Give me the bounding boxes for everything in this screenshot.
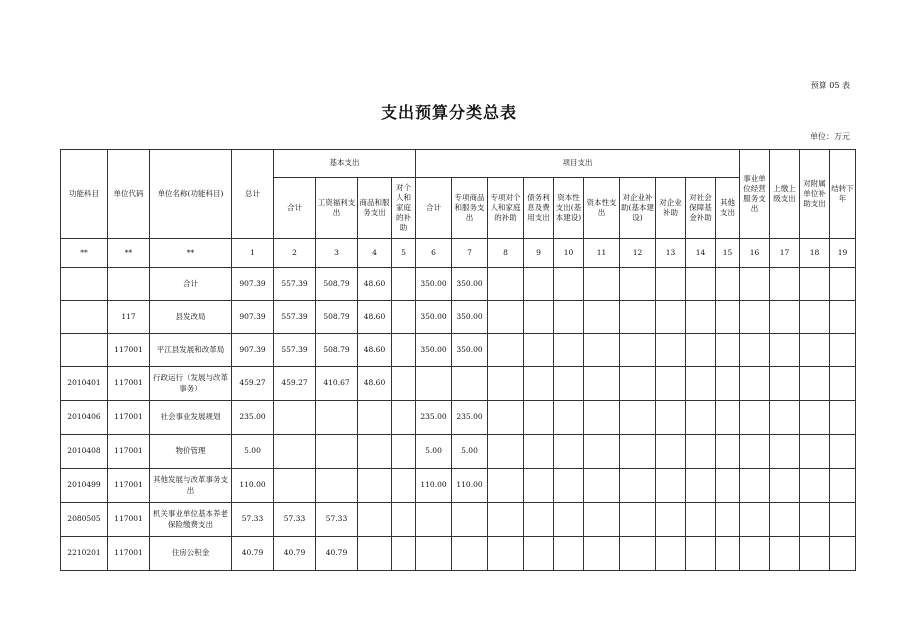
table-row [61, 537, 856, 571]
col-project-sum: 合计 [416, 178, 452, 239]
unit-name-cell: 合计 [150, 268, 232, 301]
empty-cell [620, 268, 656, 301]
goods-cell: 48.60 [358, 334, 392, 367]
unit-name-cell: 社会事业发展规划 [150, 401, 232, 435]
total-cell: 57.33 [232, 503, 274, 537]
index-cell: 5 [392, 239, 416, 268]
salary-cell: 57.33 [316, 503, 358, 537]
empty-cell [488, 334, 524, 367]
unit-code-cell: 117001 [108, 367, 150, 401]
col-unit-name: 单位名称(功能科目) [150, 150, 232, 239]
func-subject-cell: 2010408 [61, 435, 108, 469]
col-enterprise-basic: 对企业补助(基本建设) [620, 178, 656, 239]
empty-cell [740, 503, 770, 537]
empty-cell [488, 503, 524, 537]
empty-cell [716, 268, 740, 301]
basic-sum-cell: 57.33 [274, 503, 316, 537]
empty-cell [716, 435, 740, 469]
empty-cell [800, 401, 830, 435]
unit-name-cell: 行政运行（发展与改革事务） [150, 367, 232, 401]
empty-cell [656, 469, 686, 503]
empty-cell [716, 469, 740, 503]
func-subject-cell: 2010401 [61, 367, 108, 401]
empty-cell [584, 367, 620, 401]
empty-cell [770, 469, 800, 503]
func-subject-cell: 2210201 [61, 537, 108, 571]
empty-cell [524, 469, 554, 503]
col-carry-over: 结转下年 [830, 150, 856, 239]
func-subject-cell [61, 301, 108, 334]
empty-cell [620, 469, 656, 503]
index-cell: 7 [452, 239, 488, 268]
col-goods: 商品和服务支出 [358, 178, 392, 239]
table-row [61, 469, 856, 503]
table-row [61, 301, 856, 334]
func-subject-cell [61, 334, 108, 367]
goods-cell [358, 469, 392, 503]
empty-cell [620, 435, 656, 469]
empty-cell [800, 537, 830, 571]
empty-cell [716, 503, 740, 537]
empty-cell [830, 268, 856, 301]
empty-cell [830, 435, 856, 469]
project-sum-cell: 350.00 [416, 301, 452, 334]
empty-cell [656, 334, 686, 367]
basic-sum-cell: 557.39 [274, 268, 316, 301]
empty-cell [716, 301, 740, 334]
empty-cell [830, 367, 856, 401]
empty-cell [686, 537, 716, 571]
index-cell: 12 [620, 239, 656, 268]
empty-cell [656, 301, 686, 334]
table-row [61, 401, 856, 435]
empty-cell [800, 301, 830, 334]
page-title: 支出预算分类总表 [380, 103, 517, 122]
col-enterprise: 对企业补助 [656, 178, 686, 239]
empty-cell [488, 301, 524, 334]
empty-cell [554, 367, 584, 401]
unit-code-cell: 117001 [108, 503, 150, 537]
salary-cell: 508.79 [316, 301, 358, 334]
empty-cell [620, 367, 656, 401]
empty-cell [524, 435, 554, 469]
empty-cell [686, 301, 716, 334]
empty-cell [524, 268, 554, 301]
empty-cell [740, 301, 770, 334]
index-cell: 14 [686, 239, 716, 268]
empty-cell [740, 469, 770, 503]
empty-cell [830, 301, 856, 334]
empty-cell [392, 537, 416, 571]
basic-sum-cell: 459.27 [274, 367, 316, 401]
empty-cell [392, 435, 416, 469]
index-cell: 6 [416, 239, 452, 268]
unit-name-cell: 其他发展与改革事务支出 [150, 469, 232, 503]
col-unit-code: 单位代码 [108, 150, 150, 239]
empty-cell [770, 401, 800, 435]
index-cell: 13 [656, 239, 686, 268]
empty-cell [830, 503, 856, 537]
col-salary: 工资福利支出 [316, 178, 358, 239]
special-goods-cell [452, 503, 488, 537]
table-row [61, 268, 856, 301]
empty-cell [524, 401, 554, 435]
salary-cell [316, 435, 358, 469]
special-goods-cell [452, 367, 488, 401]
empty-cell [488, 367, 524, 401]
table-row [61, 367, 856, 401]
index-cell: 8 [488, 239, 524, 268]
unit-code-cell: 117 [108, 301, 150, 334]
empty-cell [392, 268, 416, 301]
total-cell: 459.27 [232, 367, 274, 401]
goods-cell: 48.60 [358, 268, 392, 301]
empty-cell [656, 401, 686, 435]
empty-cell [686, 435, 716, 469]
empty-cell [800, 268, 830, 301]
empty-cell [830, 537, 856, 571]
salary-cell: 410.67 [316, 367, 358, 401]
empty-cell [554, 503, 584, 537]
func-subject-cell: 2010499 [61, 469, 108, 503]
table-row [61, 503, 856, 537]
salary-cell: 508.79 [316, 334, 358, 367]
empty-cell [392, 367, 416, 401]
empty-cell [584, 537, 620, 571]
unit-code-cell: 117001 [108, 537, 150, 571]
goods-cell: 48.60 [358, 367, 392, 401]
func-subject-cell: 2010406 [61, 401, 108, 435]
empty-cell [554, 334, 584, 367]
empty-cell [554, 268, 584, 301]
empty-cell [656, 435, 686, 469]
empty-cell [554, 301, 584, 334]
unit-code-cell: 117001 [108, 334, 150, 367]
empty-cell [488, 469, 524, 503]
col-basic-sum: 合计 [274, 178, 316, 239]
unit-name-cell: 物价管理 [150, 435, 232, 469]
total-cell: 907.39 [232, 334, 274, 367]
index-cell: 18 [800, 239, 830, 268]
empty-cell [488, 268, 524, 301]
empty-cell [554, 401, 584, 435]
special-goods-cell: 350.00 [452, 334, 488, 367]
col-business-service: 事业单位经营服务支出 [740, 150, 770, 239]
empty-cell [620, 537, 656, 571]
empty-cell [770, 537, 800, 571]
empty-cell [392, 469, 416, 503]
special-goods-cell: 350.00 [452, 268, 488, 301]
total-cell: 5.00 [232, 435, 274, 469]
empty-cell [584, 435, 620, 469]
empty-cell [740, 537, 770, 571]
empty-cell [740, 401, 770, 435]
budget-table [60, 149, 856, 571]
salary-cell [316, 401, 358, 435]
empty-cell [830, 401, 856, 435]
project-sum-cell [416, 537, 452, 571]
unit-label: 单位：万元 [810, 132, 850, 141]
special-goods-cell: 5.00 [452, 435, 488, 469]
empty-cell [488, 537, 524, 571]
col-total: 总计 [232, 150, 274, 239]
empty-cell [584, 268, 620, 301]
func-subject-cell: 2080505 [61, 503, 108, 537]
empty-cell [584, 401, 620, 435]
unit-name-cell: 平江县发展和改革局 [150, 334, 232, 367]
unit-code-cell: 117001 [108, 469, 150, 503]
total-cell: 110.00 [232, 469, 274, 503]
empty-cell [524, 334, 554, 367]
unit-name-cell: 机关事业单位基本养老保险缴费支出 [150, 503, 232, 537]
total-cell: 235.00 [232, 401, 274, 435]
project-sum-cell: 5.00 [416, 435, 452, 469]
empty-cell [770, 367, 800, 401]
empty-cell [716, 334, 740, 367]
empty-cell [716, 537, 740, 571]
index-cell: 11 [584, 239, 620, 268]
empty-cell [620, 401, 656, 435]
empty-cell [392, 334, 416, 367]
empty-cell [584, 469, 620, 503]
project-sum-cell: 350.00 [416, 268, 452, 301]
empty-cell [740, 367, 770, 401]
empty-cell [740, 435, 770, 469]
empty-cell [686, 469, 716, 503]
project-sum-cell [416, 503, 452, 537]
total-cell: 907.39 [232, 301, 274, 334]
index-cell: 19 [830, 239, 856, 268]
empty-cell [686, 334, 716, 367]
salary-cell: 508.79 [316, 268, 358, 301]
empty-cell [488, 435, 524, 469]
project-sum-cell: 110.00 [416, 469, 452, 503]
col-debt-interest: 债务利息及费用支出 [524, 178, 554, 239]
index-cell: ** [108, 239, 150, 268]
goods-cell [358, 401, 392, 435]
index-cell: 3 [316, 239, 358, 268]
col-capital-basic: 资本性支出(基本建设) [554, 178, 584, 239]
empty-cell [770, 334, 800, 367]
index-cell: 17 [770, 239, 800, 268]
empty-cell [770, 301, 800, 334]
empty-cell [716, 401, 740, 435]
empty-cell [830, 469, 856, 503]
index-cell: 2 [274, 239, 316, 268]
empty-cell [800, 435, 830, 469]
func-subject-cell [61, 268, 108, 301]
basic-sum-cell [274, 401, 316, 435]
table-code: 预算 05 表 [810, 81, 850, 90]
col-subsidy-individual: 对个人和家庭的补助 [392, 178, 416, 239]
table-body [61, 268, 856, 571]
index-cell: ** [150, 239, 232, 268]
special-goods-cell: 110.00 [452, 469, 488, 503]
col-capital: 资本性支出 [584, 178, 620, 239]
goods-cell: 48.60 [358, 301, 392, 334]
col-basic-group: 基本支出 [274, 150, 416, 178]
empty-cell [656, 268, 686, 301]
empty-cell [740, 268, 770, 301]
empty-cell [800, 503, 830, 537]
col-func-subject: 功能科目 [61, 150, 108, 239]
index-cell: 15 [716, 239, 740, 268]
empty-cell [554, 537, 584, 571]
col-affiliated-subsidy: 对附属单位补助支出 [800, 150, 830, 239]
index-cell: 10 [554, 239, 584, 268]
goods-cell [358, 435, 392, 469]
empty-cell [524, 537, 554, 571]
empty-cell [620, 334, 656, 367]
col-social-security: 对社会保障基金补助 [686, 178, 716, 239]
empty-cell [392, 503, 416, 537]
empty-cell [584, 301, 620, 334]
empty-cell [800, 367, 830, 401]
salary-cell [316, 469, 358, 503]
empty-cell [392, 401, 416, 435]
col-other: 其他支出 [716, 178, 740, 239]
index-cell: 1 [232, 239, 274, 268]
special-goods-cell [452, 537, 488, 571]
empty-cell [620, 503, 656, 537]
empty-cell [830, 334, 856, 367]
project-sum-cell: 235.00 [416, 401, 452, 435]
empty-cell [686, 268, 716, 301]
empty-cell [524, 301, 554, 334]
salary-cell: 40.79 [316, 537, 358, 571]
project-sum-cell [416, 367, 452, 401]
special-goods-cell: 235.00 [452, 401, 488, 435]
unit-code-cell: 117001 [108, 401, 150, 435]
total-cell: 40.79 [232, 537, 274, 571]
col-special-goods: 专项商品和服务支出 [452, 178, 488, 239]
empty-cell [554, 469, 584, 503]
project-sum-cell: 350.00 [416, 334, 452, 367]
table-row [61, 435, 856, 469]
empty-cell [686, 401, 716, 435]
empty-cell [656, 503, 686, 537]
empty-cell [488, 401, 524, 435]
index-cell: 4 [358, 239, 392, 268]
index-cell: 9 [524, 239, 554, 268]
basic-sum-cell: 557.39 [274, 334, 316, 367]
unit-name-cell: 县发改局 [150, 301, 232, 334]
empty-cell [392, 301, 416, 334]
unit-code-cell [108, 268, 150, 301]
table-row [61, 334, 856, 367]
empty-cell [770, 268, 800, 301]
empty-cell [584, 503, 620, 537]
empty-cell [716, 367, 740, 401]
total-cell: 907.39 [232, 268, 274, 301]
empty-cell [554, 435, 584, 469]
empty-cell [656, 367, 686, 401]
index-cell: ** [61, 239, 108, 268]
empty-cell [770, 503, 800, 537]
empty-cell [686, 367, 716, 401]
empty-cell [770, 435, 800, 469]
index-row [61, 239, 856, 268]
col-upper-payment: 上缴上级支出 [770, 150, 800, 239]
basic-sum-cell [274, 469, 316, 503]
empty-cell [584, 334, 620, 367]
index-cell: 16 [740, 239, 770, 268]
empty-cell [620, 301, 656, 334]
empty-cell [740, 334, 770, 367]
goods-cell [358, 537, 392, 571]
basic-sum-cell: 40.79 [274, 537, 316, 571]
empty-cell [800, 334, 830, 367]
empty-cell [656, 537, 686, 571]
empty-cell [800, 469, 830, 503]
col-project-group: 项目支出 [416, 150, 740, 178]
empty-cell [524, 367, 554, 401]
unit-code-cell: 117001 [108, 435, 150, 469]
empty-cell [524, 503, 554, 537]
special-goods-cell: 350.00 [452, 301, 488, 334]
col-special-individual: 专项对个人和家庭的补助 [488, 178, 524, 239]
basic-sum-cell: 557.39 [274, 301, 316, 334]
empty-cell [686, 503, 716, 537]
unit-name-cell: 住房公积金 [150, 537, 232, 571]
basic-sum-cell [274, 435, 316, 469]
goods-cell [358, 503, 392, 537]
